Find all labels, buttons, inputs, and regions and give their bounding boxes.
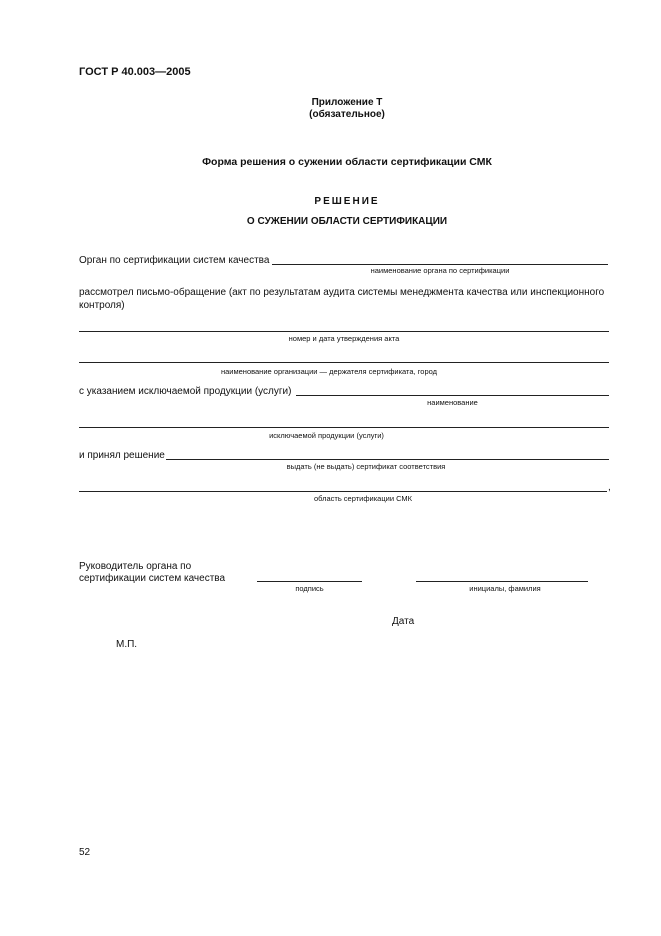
decision-field[interactable] (166, 459, 609, 460)
head-label-line-2: сертификации систем качества (79, 573, 226, 584)
head-of-body-label (79, 561, 225, 585)
standard-id: ГОСТ Р 40.003—2005 (79, 66, 191, 78)
decision-caption: выдать (не выдать) сертификат соответствия (286, 462, 446, 471)
date-label: Дата (392, 616, 415, 627)
decision-heading: РЕШЕНИЕ (314, 196, 380, 207)
certification-body-label: Орган по сертификации систем качества (79, 255, 270, 266)
act-number-date-field[interactable] (79, 331, 609, 332)
annex-status: (обязательное) (309, 109, 385, 120)
annex-heading (0, 97, 661, 121)
act-number-date-caption: номер и дата утверждения акта (288, 334, 400, 343)
scope-field[interactable] (79, 491, 607, 492)
excluded-products-field-2[interactable] (79, 427, 609, 428)
decision-label: и принял решение (79, 450, 165, 461)
stamp-label: М.П. (116, 639, 138, 650)
head-label-line-1: Руководитель органа по (79, 561, 192, 572)
initials-surname-field[interactable] (416, 581, 588, 582)
page-number: 52 (79, 847, 91, 858)
initials-surname-caption: инициалы, фамилия (469, 584, 541, 593)
scope-caption: область сертификации СМК (313, 494, 413, 503)
considered-text: рассмотрел письмо-обращение (акт по результатам аудита системы менеджмента качества или инспекционного контроля) (79, 287, 605, 311)
certificate-holder-caption: наименование организации — держателя сертификата, город (220, 367, 438, 376)
excluded-products-label: с указанием исключаемой продукции (услуги) (79, 386, 292, 397)
scope-comma: , (608, 482, 611, 493)
certification-body-caption: наименование органа по сертификации (370, 266, 510, 275)
annex-title: Приложение Т (311, 97, 383, 108)
excluded-products-caption-2: исключаемой продукции (услуги) (269, 431, 384, 440)
certificate-holder-field[interactable] (79, 362, 609, 363)
decision-subheading: О СУЖЕНИИ ОБЛАСТИ СЕРТИФИКАЦИИ (246, 216, 448, 227)
form-title: Форма решения о сужении области сертификации СМК (202, 156, 492, 168)
signature-caption: подпись (295, 584, 324, 593)
excluded-products-caption-1: наименование (427, 398, 478, 407)
excluded-products-field[interactable] (296, 395, 609, 396)
certification-body-field[interactable] (272, 264, 608, 265)
signature-field[interactable] (257, 581, 362, 582)
